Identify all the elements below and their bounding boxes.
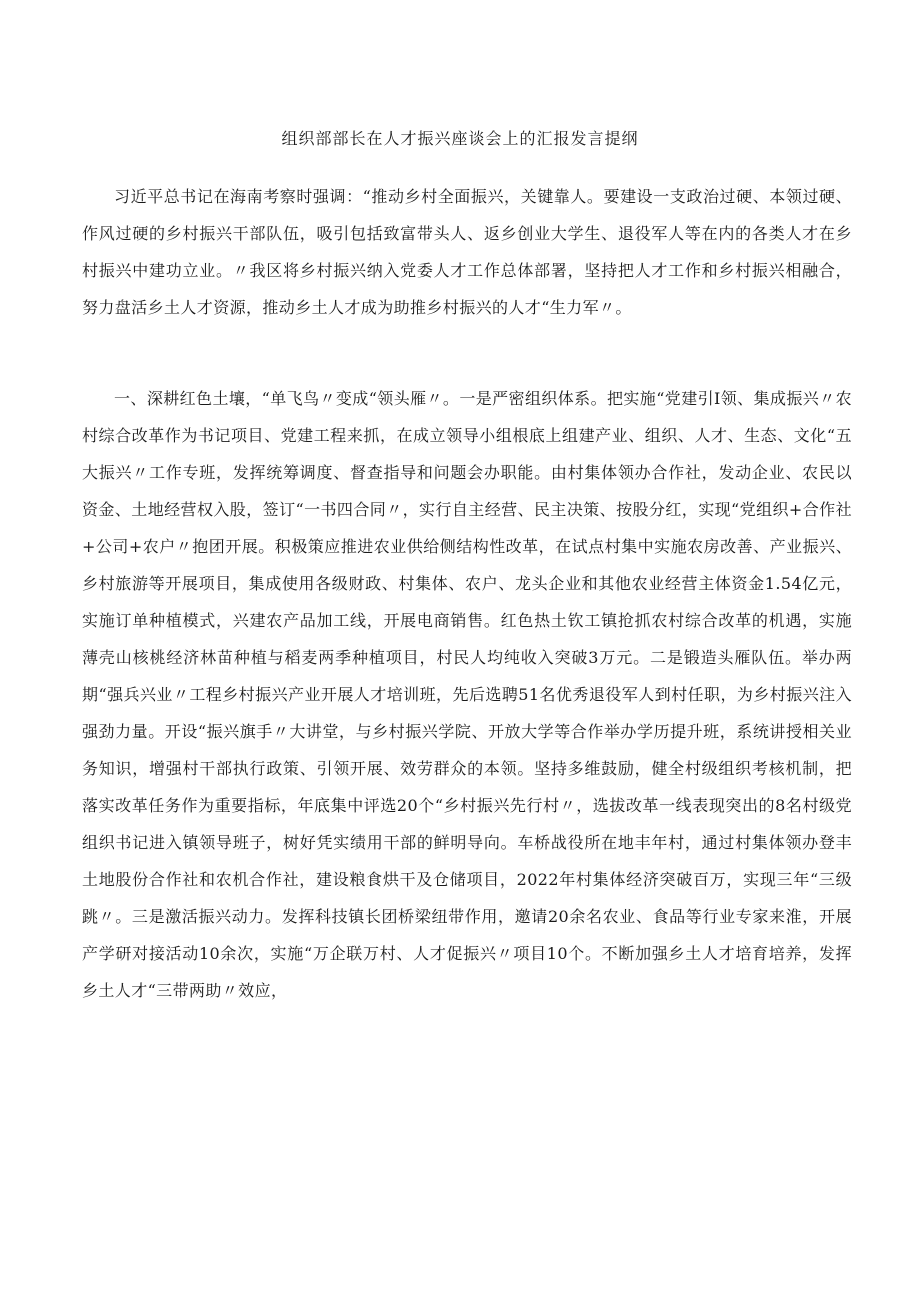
- paragraph-section-one: 一、深耕红色土壤，“单飞鸟〃变成“领头雁〃。一是严密组织体系。把实施“党建引Ⅰ领、集成振兴〃农村综合改革作为书记项目、党建工程来抓，在成立领导小组根底上组建产业、组织、人才、生态、文化“五大振兴〃工作专班，发挥统筹调度、督查指导和问题会办职能。由村集体领办合作社，发动企业、农民以资金、土地经营权入股，签订“一书四合同〃，实行自主经营、民主决策、按股分红，实现“党组织+合作社+公司+农户〃抱团开展。积极策应推进农业供给侧结构性改革，在试点村集中实施农房改善、产业振兴、乡村旅游等开展项目，集成使用各级财政、村集体、农户、龙头企业和其他农业经营主体资金1.54亿元，实施订单种植模式，兴建农产品加工线，开展电商销售。红色热土钦工镇抢抓农村综合改革的机遇，实施薄壳山核桃经济林苗种植与稻麦两季种植项目，村民人均纯收入突破3万元。二是锻造头雁队伍。举办两期“强兵兴业〃工程乡村振兴产业开展人才培训班，先后选聘51名优秀退役军人到村任职，为乡村振兴注入强劲力量。开设“振兴旗手〃大讲堂，与乡村振兴学院、开放大学等合作举办学历提升班，系统讲授相关业务知识，增强村干部执行政策、引领开展、效劳群众的本领。坚持多维鼓励，健全村级组织考核机制，把落实改革任务作为重要指标，年底集中评选20个“乡村振兴先行村〃，选拔改革一线表现突出的8名村级党组织书记进入镇领导班子，树好凭实绩用干部的鲜明导向。车桥战役所在地丰年村，通过村集体领办登丰土地股份合作社和农机合作社，建设粮食烘干及仓储项目，2022年村集体经济突破百万，实现三年“三级跳〃。三是激活振兴动力。发挥科技镇长团桥梁纽带作用，邀请20余名农业、食品等行业专家来淮，开展产学研对接活动10余次，实施“万企联万村、人才促振兴〃项目10个。不断加强乡土人才培育培养，发挥乡土人才“三带两助〃效应，: [82, 389, 852, 1000]
- document-title: 组织部部长在人才振兴座谈会上的汇报发言提纲: [281, 129, 639, 148]
- paragraph-intro: 习近平总书记在海南考察时强调：“推动乡村全面振兴，关键靠人。要建设一支政治过硬、本领过硬、作风过硬的乡村振兴干部队伍，吸引包括致富带头人、返乡创业大学生、退役军人等在内的各类人才在乡村振兴中建功立业。〃我区将乡村振兴纳入党委人才工作总体部署，坚持把人才工作和乡村振兴相融合，努力盘活乡土人才资源，推动乡土人才成为助推乡村振兴的人才“生力军〃。: [82, 187, 852, 317]
